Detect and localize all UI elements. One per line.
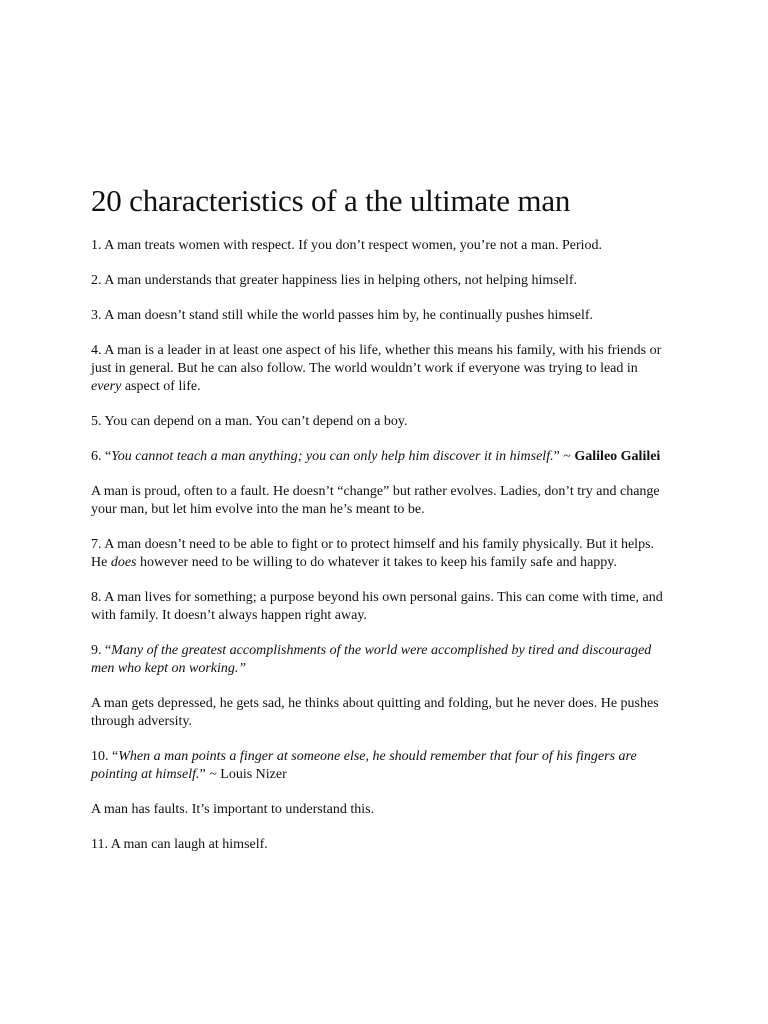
item-9 xyxy=(91,642,671,678)
item-11: 11. A man can laugh at himself. xyxy=(91,837,268,852)
item-4-text: 4. A man is a leader in at least one aspect of his life, whether this means his family, with his friends or just in general. But he can also follow. The world wouldn’t work if everyone was trying to lead in xyxy=(91,343,662,376)
item-7-text-end: however need to be willing to do whatever it takes to keep his family safe and happy. xyxy=(136,555,617,570)
item-6-quote: You cannot teach a man anything; you can only help him discover it in himself. xyxy=(111,449,554,464)
item-7 xyxy=(91,536,671,572)
item-3: 3. A man doesn’t stand still while the world passes him by, he continually pushes himself. xyxy=(91,308,594,323)
item-4-text-end: aspect of life. xyxy=(121,379,201,394)
item-10-prefix: 10. “ xyxy=(91,749,119,764)
item-7-emphasis: does xyxy=(110,555,137,570)
item-10-suffix: ” ~ Louis Nizer xyxy=(199,767,287,782)
item-6-prefix: 6. “ xyxy=(91,449,112,464)
document-page xyxy=(91,181,671,871)
item-8: 8. A man lives for something; a purpose beyond his own personal gains. This can come with time, and with family. It doesn’t always happen right away. xyxy=(91,590,663,623)
item-10 xyxy=(91,748,671,784)
item-6 xyxy=(91,448,671,466)
item-10-quote: When a man points a finger at someone else, he should remember that four of his fingers are pointing at himself. xyxy=(91,749,637,782)
item-1: 1. A man treats women with respect. If you don’t respect women, you’re not a man. Period. xyxy=(91,238,603,253)
item-7-text: 7. A man doesn’t need to be able to fight or to protect himself and his family physically. But it helps. He xyxy=(91,537,655,570)
item-9-prefix: 9. “ xyxy=(91,643,112,658)
item-9-quote: Many of the greatest accomplishments of the world were accomplished by tired and discouraged men who kept on working.” xyxy=(91,643,652,676)
document-title: 20 characteristics of a the ultimate man xyxy=(91,183,571,218)
item-4 xyxy=(91,342,671,396)
item-9-commentary: A man gets depressed, he gets sad, he thinks about quitting and folding, but he never does. He pushes through adversity. xyxy=(91,696,659,729)
item-6-commentary: A man is proud, often to a fault. He doesn’t “change” but rather evolves. Ladies, don’t try and change your man, but let him evolve into the man he’s meant to be. xyxy=(91,484,660,517)
item-2: 2. A man understands that greater happiness lies in helping others, not helping himself. xyxy=(91,273,578,288)
item-6-suffix: ” ~ xyxy=(553,449,575,464)
item-6-author: Galileo Galilei xyxy=(574,449,661,464)
item-5: 5. You can depend on a man. You can’t depend on a boy. xyxy=(91,414,408,429)
item-10-commentary: A man has faults. It’s important to understand this. xyxy=(91,802,375,817)
item-4-emphasis: every xyxy=(91,379,122,394)
